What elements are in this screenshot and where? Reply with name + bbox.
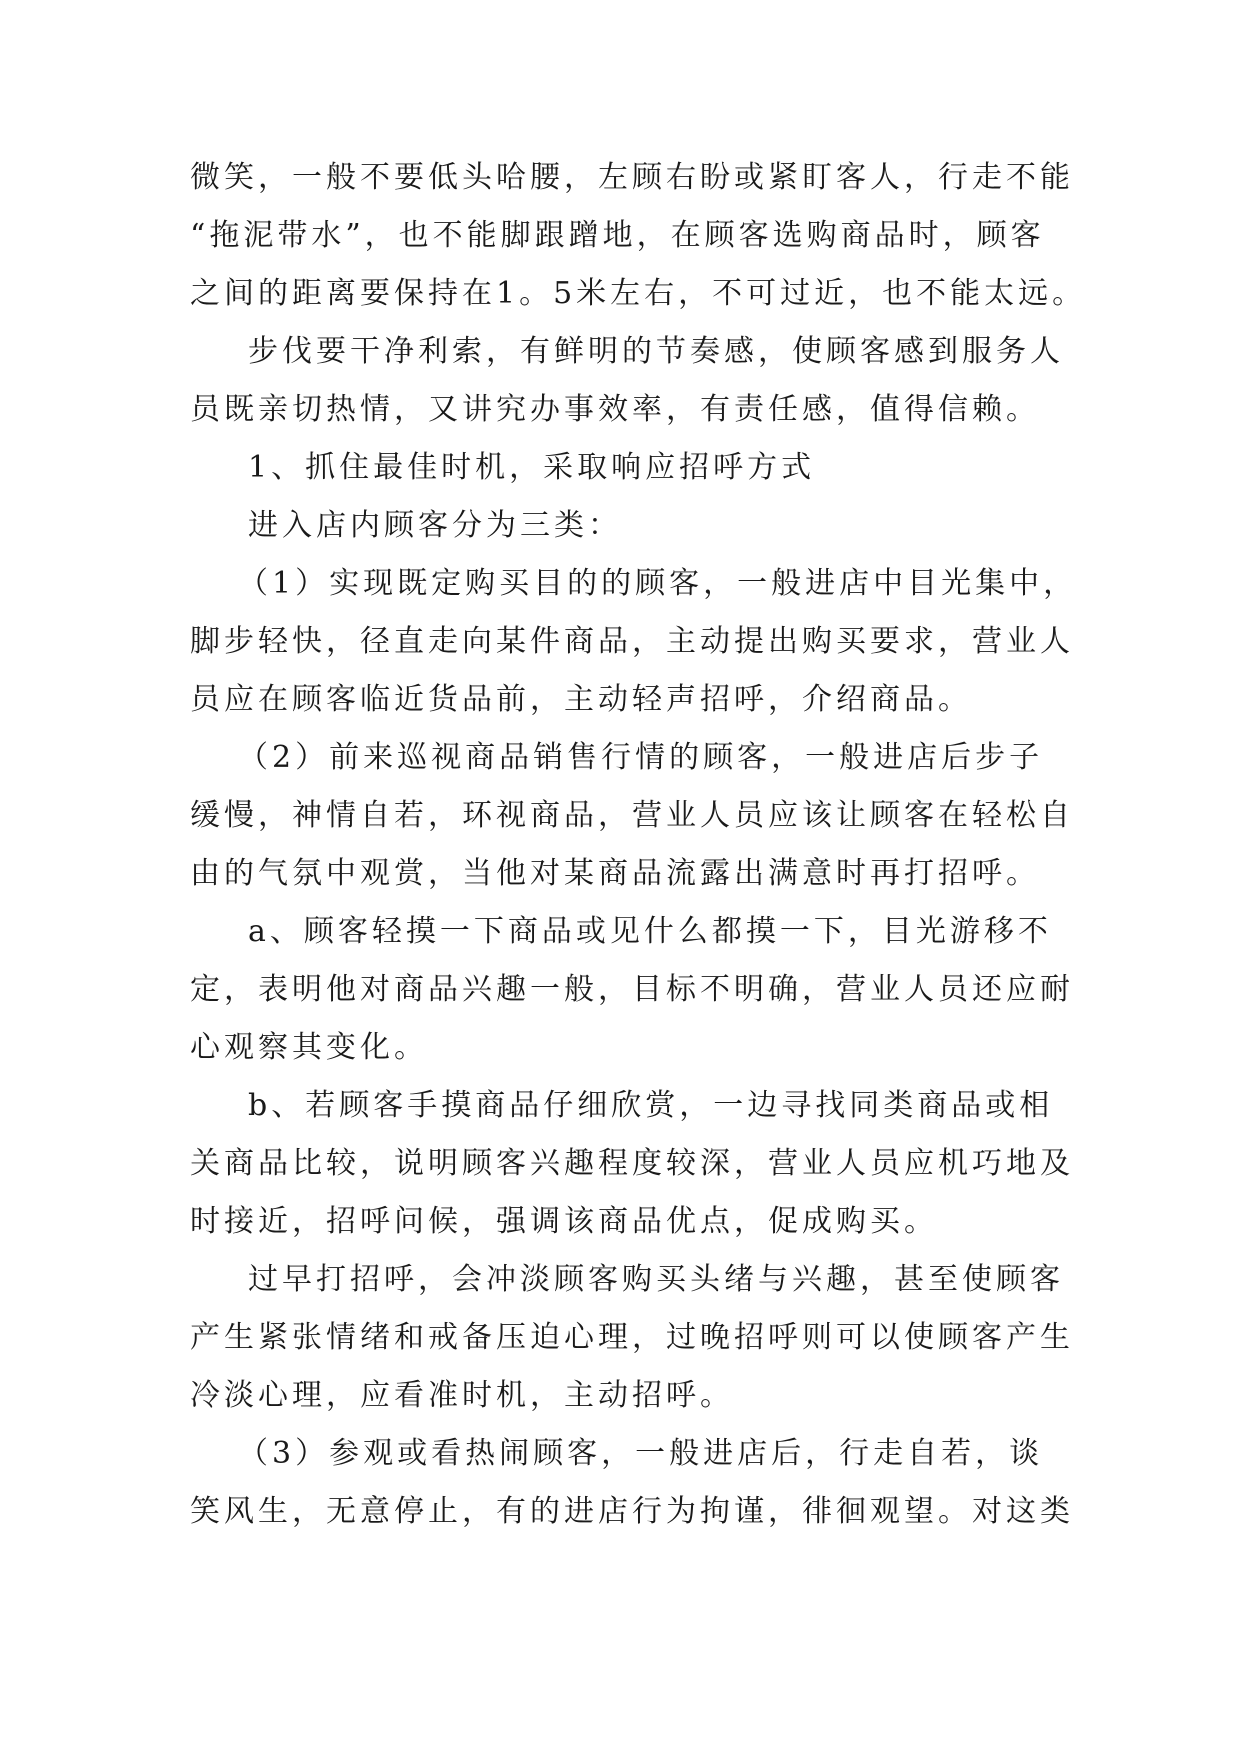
paragraph-first-line: （2）前来巡视商品销售行情的顾客，一般进店后步子 [238,740,1044,775]
text-line: 时接近，招呼问候，强调该商品优点，促成购买。 [190,1204,938,1239]
text-line: 微笑，一般不要低头哈腰，左顾右盼或紧盯客人，行走不能 [190,160,1074,195]
text-line: 员应在顾客临近货品前，主动轻声招呼，介绍商品。 [190,682,972,717]
paragraph-first-line: 进入店内顾客分为三类： [248,508,622,543]
text-line: 缓慢，神情自若，环视商品，营业人员应该让顾客在轻松自 [190,798,1074,833]
text-line: 员既亲切热情，又讲究办事效率，有责任感，值得信赖。 [190,392,1040,427]
text-line: 之间的距离要保持在1。5米左右，不可过近，也不能太远。 [190,276,1087,311]
text-line: 心观察其变化。 [190,1030,428,1065]
text-line: 产生紧张情绪和戒备压迫心理，过晚招呼则可以使顾客产生 [190,1320,1074,1355]
paragraph-first-line: （3）参观或看热闹顾客，一般进店后，行走自若，谈 [238,1436,1044,1471]
paragraph-first-line: a、顾客轻摸一下商品或见什么都摸一下，目光游移不 [248,914,1052,949]
text-line: 笑风生，无意停止，有的进店行为拘谨，徘徊观望。对这类 [190,1494,1074,1529]
paragraph-first-line: 步伐要干净利索，有鲜明的节奏感，使顾客感到服务人 [248,334,1064,369]
paragraph-first-line: 过早打招呼，会冲淡顾客购买头绪与兴趣，甚至使顾客 [248,1262,1064,1297]
text-line: “拖泥带水”，也不能脚跟蹭地，在顾客选购商品时，顾客 [190,218,1045,253]
text-line: 由的气氛中观赏，当他对某商品流露出满意时再打招呼。 [190,856,1040,891]
text-line: 冷淡心理，应看准时机，主动招呼。 [190,1378,734,1413]
section-heading: 1、抓住最佳时机，采取响应招呼方式 [248,450,816,485]
paragraph-first-line: b、若顾客手摸商品仔细欣赏，一边寻找同类商品或相 [248,1088,1054,1123]
text-line: 脚步轻快，径直走向某件商品，主动提出购买要求，营业人 [190,624,1074,659]
paragraph-first-line: （1）实现既定购买目的的顾客，一般进店中目光集中， [238,566,1078,601]
text-line: 关商品比较，说明顾客兴趣程度较深，营业人员应机巧地及 [190,1146,1074,1181]
text-line: 定，表明他对商品兴趣一般，目标不明确，营业人员还应耐 [190,972,1074,1007]
